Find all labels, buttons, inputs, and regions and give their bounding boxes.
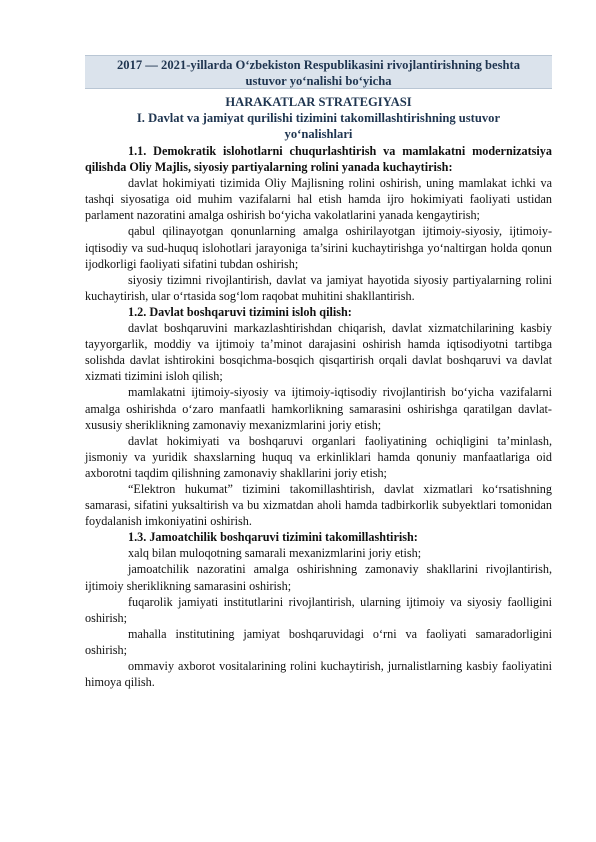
title-banner bbox=[85, 55, 552, 89]
subsection-heading: 1.2. Davlat boshqaruvi tizimini isloh qilish: bbox=[128, 304, 352, 319]
subsection-heading: 1.3. Jamoatchilik boshqaruvi tizimini takomillashtirish: bbox=[128, 530, 418, 545]
paragraph: qabul qilinayotgan qonunlarning amalga oshirilayotgan ijtimoiy-siyosiy, ijtimoiy-iqtisodiy va sud-huquq islohotlari jarayoniga ta’sirini kuchaytirishga yo‘naltirgan holda qonun ijodkorligi faoliyati sifatini tubdan oshirish; bbox=[85, 224, 552, 271]
paragraph: mahalla institutining jamiyat boshqaruvidagi o‘rni va faoliyati samaradorligini oshirish; bbox=[85, 626, 552, 657]
banner-line-2: ustuvor yo‘nalishi bo‘yicha bbox=[245, 74, 392, 88]
paragraph: davlat boshqaruvini markazlashtirishdan chiqarish, davlat xizmatchilarining kasbiy tayyorgarlik, moddiy va ijtimoiy ta’minot darajasini oshirish hamda iqtisodiyotni tartibga solishda davlat ishtirokini bosqichma-bosqich qisqartirish orqali davlat boshqaruvi va davlat xizmati tizimini isloh qilish; bbox=[85, 321, 552, 384]
paragraph: xalq bilan muloqotning samarali mexanizmlarini joriy etish; bbox=[128, 546, 422, 561]
paragraph: mamlakatni ijtimoiy-siyosiy va ijtimoiy-iqtisodiy rivojlantirish bo‘yicha vazifalarni amalga oshirishda o‘zaro manfaatli hamkorlikning samarasini oshirishga qaratilgan davlat-xususiy sheriklikning zamonaviy mexanizmlarini joriy etish; bbox=[85, 385, 552, 432]
section-subtitle-line-1: I. Davlat va jamiyat qurilishi tizimini takomillashtirishning ustuvor bbox=[136, 111, 501, 125]
document-body bbox=[85, 143, 552, 690]
paragraph: davlat hokimiyati tizimida Oliy Majlisning rolini oshirish, uning mamlakat ichki va tashqi siyosatiga oid muhim vazifalarni hal etish hamda ijro hokimiyati faoliyati ustidan parlament nazoratini amalga oshirish bo‘yicha vakolatlarini yanada kengaytirish; bbox=[85, 176, 552, 223]
section-subtitle-line-2: yo‘nalishlari bbox=[284, 127, 353, 141]
paragraph: ommaviy axborot vositalarining rolini kuchaytirish, jurnalistlarning kasbiy faoliyatini himoya qilish. bbox=[85, 659, 552, 690]
paragraph: davlat hokimiyati va boshqaruvi organlari faoliyatining ochiqligini ta’minlash, jismoniy va yuridik shaxslarning huquq va erkinliklari hamda qonuniy manfaatlariga oid axborotni taqdim qilishning zamonaviy shakllarini joriy etish; bbox=[85, 433, 552, 480]
subsection-heading: 1.1. Demokratik islohotlarni chuqurlashtirish va mamlakatni modernizatsiya qilishda Oliy Majlis, siyosiy partiyalarning rolini yanada kuchaytirish: bbox=[85, 144, 552, 175]
paragraph: fuqarolik jamiyati institutlarini rivojlantirish, ularning ijtimoiy va siyosiy faolligini oshirish; bbox=[85, 594, 552, 625]
paragraph: siyosiy tizimni rivojlantirish, davlat va jamiyat hayotida siyosiy partiyalarning rolini kuchaytirish, ular o‘rtasida sog‘lom raqobat muhitini shakllantirish. bbox=[85, 272, 552, 303]
paragraph: “Elektron hukumat” tizimini takomillashtirish, davlat xizmatlari ko‘rsatishning samarasi, sifatini yuksaltirish va bu xizmatdan aholi hamda tadbirkorlik subyektlari tomonidan foydalanish imkoniyatini oshirish. bbox=[85, 481, 552, 529]
paragraph: jamoatchilik nazoratini amalga oshirishning zamonaviy shakllarini rivojlantirish, ijtimoiy sheriklikning samarasini oshirish; bbox=[85, 562, 552, 593]
strategy-title: HARAKATLAR STRATEGIYASI bbox=[225, 95, 412, 109]
banner-line-1: 2017 — 2021-yillarda O‘zbekiston Respublikasini rivojlantirishning beshta bbox=[116, 58, 521, 72]
section-heading bbox=[85, 94, 552, 142]
